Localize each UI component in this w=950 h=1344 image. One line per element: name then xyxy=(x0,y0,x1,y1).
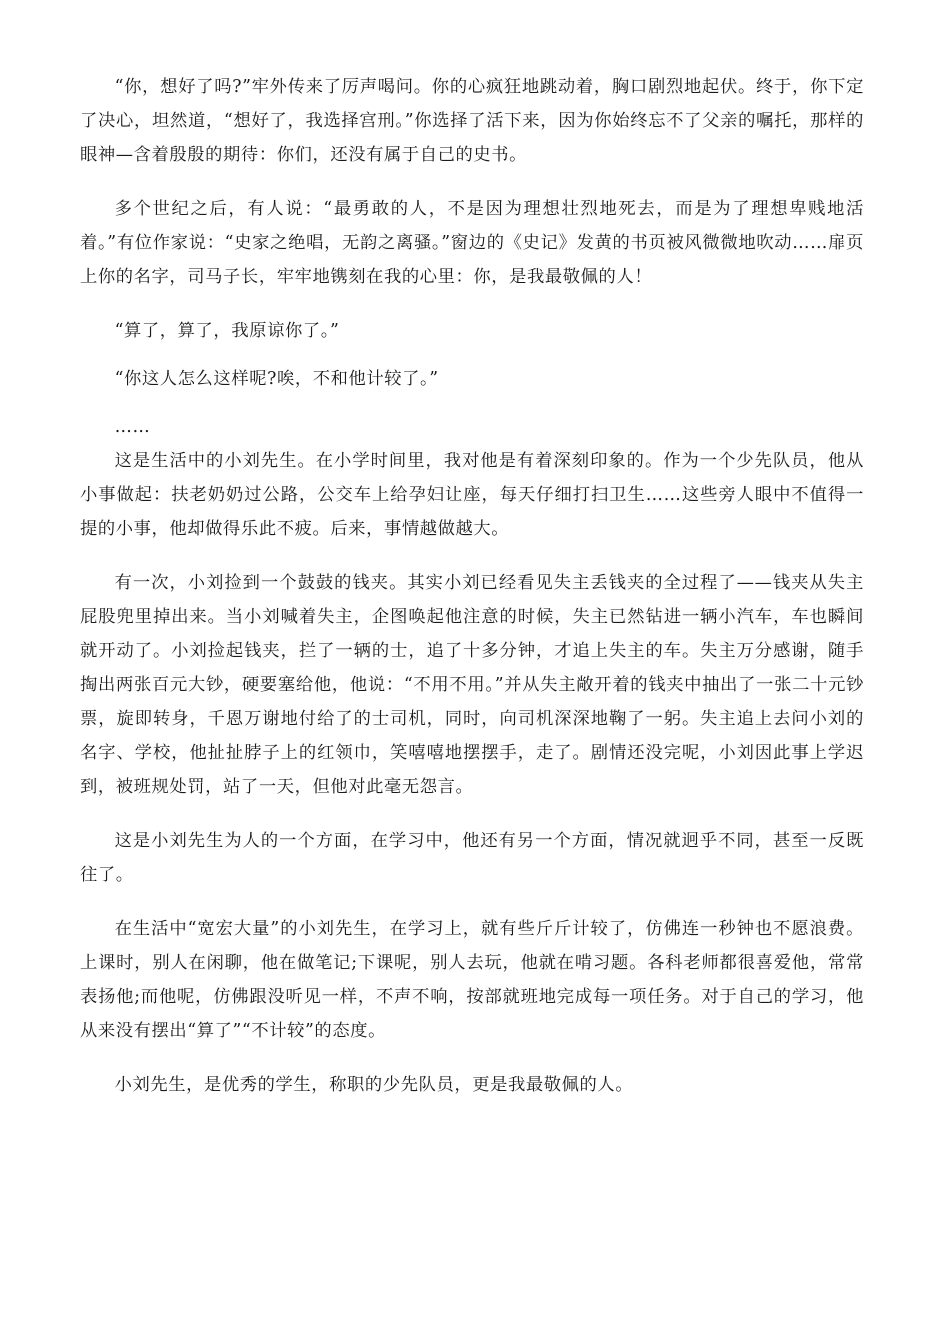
paragraph-xiaoliu-daily-life: 这是生活中的小刘先生。在小学时间里，我对他是有着深刻印象的。作为一个少先队员，他从小事做起：扶老奶奶过公路，公交车上给孕妇让座，每天仔细打扫卫生……这些旁人眼中不值得一提的小事，他却做得乐此不疲。后来，事情越做越大。 xyxy=(80,451,864,539)
paragraph-xiaoliu-other-side: 这是小刘先生为人的一个方面，在学习中，他还有另一个方面，情况就迥乎不同，甚至一反既往了。 xyxy=(80,831,864,885)
paragraph-sima-qian-prison: “你，想好了吗?”牢外传来了厉声喝问。你的心疯狂地跳动着，胸口剧烈地起伏。终于，你下定了决心，坦然道，“想好了，我选择宫刑。”你选择了活下来，因为你始终忘不了父亲的嘱托，那样的眼神—含着殷殷的期待：你们，还没有属于自己的史书。 xyxy=(80,77,864,165)
paragraph-xiaoliu-wallet-story: 有一次，小刘捡到一个鼓鼓的钱夹。其实小刘已经看见失主丢钱夹的全过程了——钱夹从失主屁股兜里掉出来。当小刘喊着失主，企图唤起他注意的时候，失主已然钻进一辆小汽车，车也瞬间就开动了。小刘捡起钱夹，拦了一辆的士，追了十多分钟，才追上失主的车。失主万分感谢，随手掏出两张百元大钞，硬要塞给他，他说：“不用不用。”并从失主敞开着的钱夹中抽出了一张二十元钞票，旋即转身，千恩万谢地付给了的士司机，同时，向司机深深地鞠了一躬。失主追上去问小刘的名字、学校，他扯扯脖子上的红领巾，笑嘻嘻地摆摆手，走了。剧情还没完呢，小刘因此事上学迟到，被班规处罚，站了一天，但他对此毫无怨言。 xyxy=(80,573,864,797)
paragraph-sima-qian-legacy: 多个世纪之后，有人说：“最勇敢的人，不是因为理想壮烈地死去，而是为了理想卑贱地活着。”有位作家说：“史家之绝唱，无韵之离骚。”窗边的《史记》发黄的书页被风微微地吹动……扉页上你的名字，司马子长，牢牢地镌刻在我的心里：你，是我最敬佩的人！ xyxy=(80,199,864,287)
paragraph-quote-forgive: “算了，算了，我原谅你了。” xyxy=(114,321,340,341)
paragraph-quote-not-argue: “你这人怎么这样呢?唉，不和他计较了。” xyxy=(114,369,439,389)
paragraph-conclusion: 小刘先生，是优秀的学生，称职的少先队员，更是我最敬佩的人。 xyxy=(114,1075,634,1095)
paragraph-xiaoliu-study: 在生活中“宽宏大量”的小刘先生，在学习上，就有些斤斤计较了，仿佛连一秒钟也不愿浪费。上课时，别人在闲聊，他在做笔记;下课呢，别人去玩，他就在啃习题。各科老师都很喜爱他，常常表扬他;而他呢，仿佛跟没听见一样，不声不响，按部就班地完成每一项任务。对于自己的学习，他从来没有摆出“算了”“不计较”的态度。 xyxy=(80,919,864,1041)
paragraph-ellipsis: …… xyxy=(114,417,151,437)
